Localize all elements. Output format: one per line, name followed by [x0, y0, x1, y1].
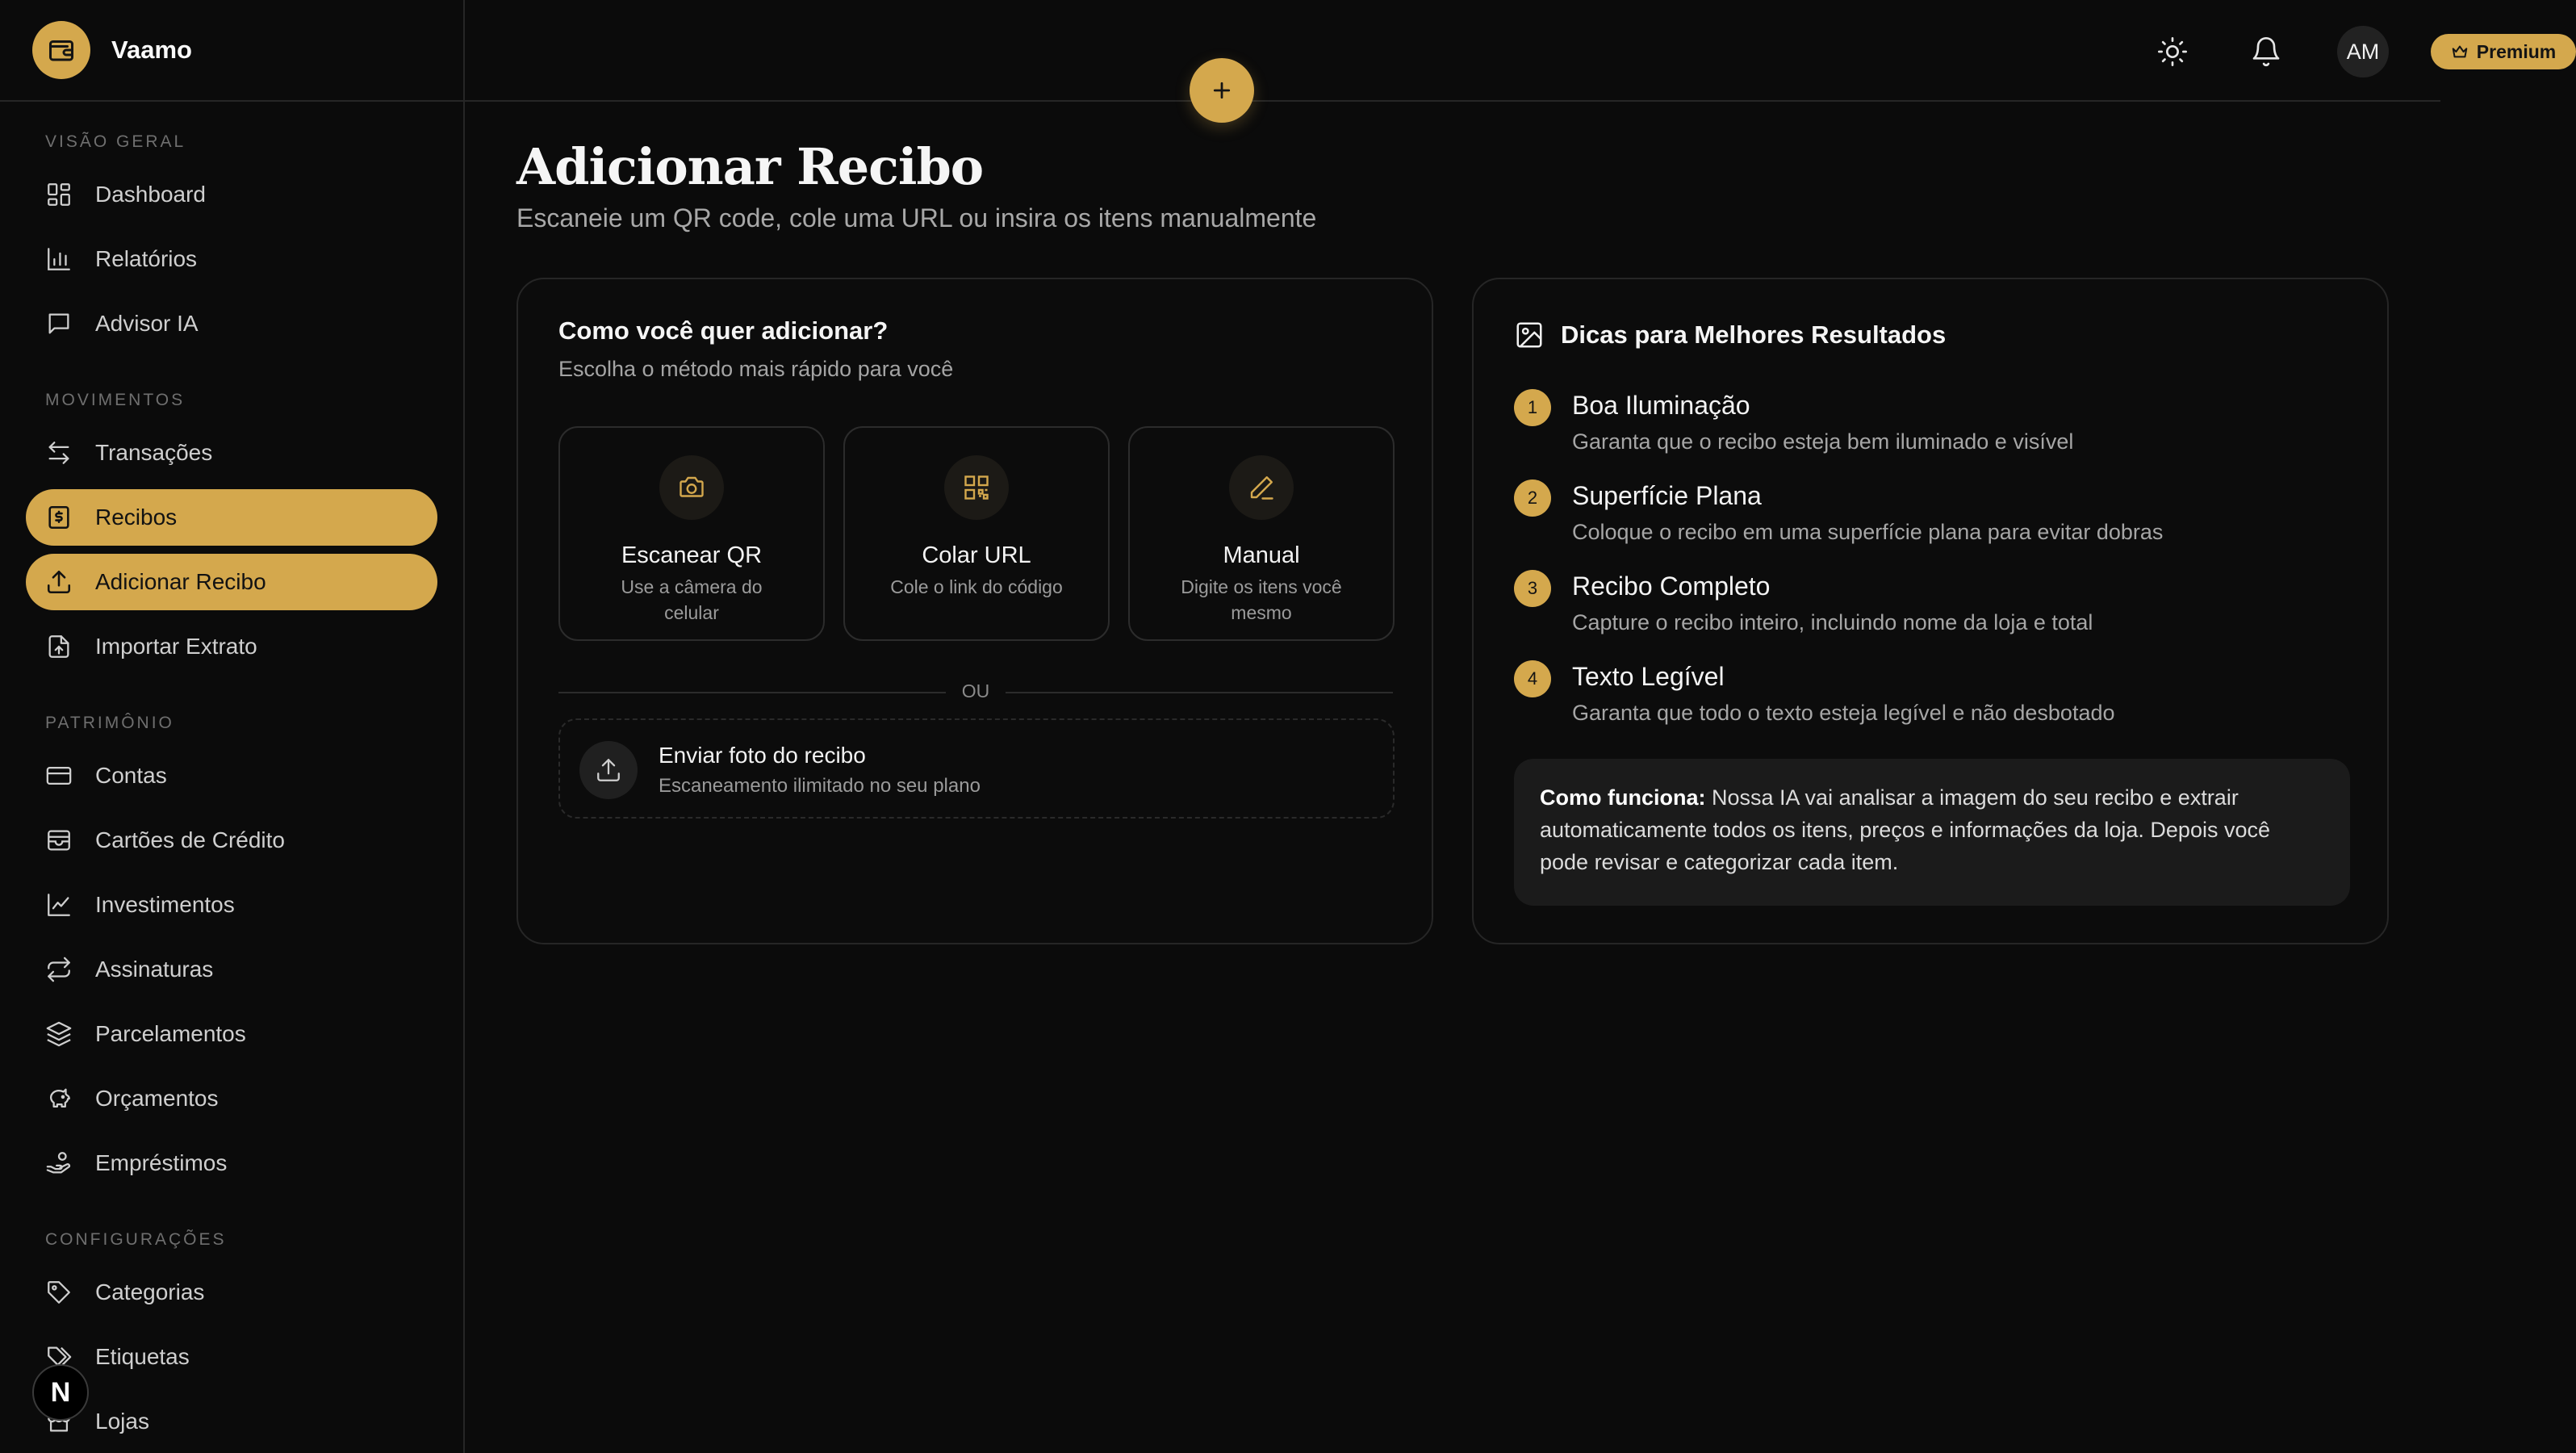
- image-icon: [1514, 320, 1545, 350]
- premium-label: Premium: [2476, 40, 2557, 62]
- method-scan-qr[interactable]: [558, 426, 825, 641]
- repeat-icon: [45, 956, 73, 983]
- method-label: Escanear QR: [621, 542, 763, 568]
- wallet-icon: [32, 21, 90, 79]
- sidebar-item-lojas[interactable]: [26, 1393, 437, 1450]
- receipt-icon: [45, 504, 73, 531]
- tip-desc: Coloque o recibo em uma superfície plana para evitar dobras: [1572, 520, 2164, 544]
- tips-card: [1472, 278, 2389, 944]
- camera-icon: [659, 455, 724, 520]
- premium-badge[interactable]: [2431, 34, 2576, 69]
- sidebar-item-label: Transações: [95, 440, 213, 465]
- method-label: Manual: [1223, 542, 1300, 568]
- add-method-card: [516, 278, 1433, 944]
- tip-number: 2: [1514, 479, 1551, 517]
- upload-icon: [45, 568, 73, 596]
- sidebar-item-label: Etiquetas: [95, 1344, 190, 1369]
- sidebar-item-categorias[interactable]: [26, 1264, 437, 1321]
- tip-desc: Capture o recibo inteiro, incluindo nome da loja e total: [1572, 610, 2093, 634]
- qr-code-icon: [944, 455, 1009, 520]
- tip-title: Texto Legível: [1572, 662, 1725, 691]
- sidebar-item-emprestimos[interactable]: [26, 1135, 437, 1191]
- sidebar-item-label: Advisor IA: [95, 311, 199, 336]
- how-text: Nossa IA vai analisar a imagem do seu recibo e extrair automaticamente todos os itens, preços e informações da loja. Depois você pode revisar e categorizar cada item.: [1540, 785, 2270, 874]
- method-manual[interactable]: [1128, 426, 1395, 641]
- arrows-left-right-icon: [45, 439, 73, 467]
- sidebar-item-label: Cartões de Crédito: [95, 827, 286, 852]
- sidebar-item-relatorios[interactable]: [26, 231, 437, 287]
- sidebar-item-label: Orçamentos: [95, 1086, 219, 1111]
- sidebar-item-adicionar-recibo[interactable]: [26, 554, 437, 610]
- tag-icon: [45, 1279, 73, 1306]
- credit-card-icon: [45, 762, 73, 789]
- tip-title: Recibo Completo: [1572, 572, 1771, 601]
- bell-icon[interactable]: [2250, 36, 2282, 68]
- card-subtitle: Escolha o método mais rápido para você: [558, 357, 954, 381]
- how-label: Como funciona:: [1540, 785, 1706, 810]
- tips-title: Dicas para Melhores Resultados: [1561, 320, 1947, 349]
- tip-desc: Garanta que o recibo esteja bem iluminado e visível: [1572, 429, 2074, 454]
- trend-line-icon: [45, 891, 73, 919]
- page-subtitle: Escaneie um QR code, cole uma URL ou insira os itens manualmente: [516, 203, 1317, 232]
- nav-section-label: PATRIMÔNIO: [45, 714, 174, 732]
- method-desc: Digite os itens você mesmo: [1181, 576, 1342, 623]
- sidebar: [0, 0, 465, 1453]
- sidebar-item-label: Empréstimos: [95, 1150, 228, 1175]
- upload-title: Enviar foto do recibo: [659, 743, 866, 768]
- sidebar-item-label: Parcelamentos: [95, 1021, 246, 1046]
- topbar: [465, 0, 2557, 102]
- dashboard-icon: [45, 181, 73, 208]
- nav-section-label: VISÃO GERAL: [45, 132, 186, 151]
- add-fab-button[interactable]: [1190, 58, 1254, 123]
- sidebar-item-cartoes[interactable]: [26, 812, 437, 869]
- piggy-bank-icon: [45, 1085, 73, 1112]
- nav-section-label: MOVIMENTOS: [45, 391, 186, 409]
- bar-chart-icon: [45, 245, 73, 273]
- hand-coins-icon: [45, 1149, 73, 1177]
- sidebar-item-label: Adicionar Recibo: [95, 569, 266, 594]
- divider-line: [1006, 692, 1393, 693]
- sidebar-item-label: Assinaturas: [95, 957, 214, 982]
- or-divider: [558, 680, 1393, 704]
- sidebar-item-etiquetas[interactable]: [26, 1329, 437, 1385]
- n-badge[interactable]: N: [32, 1364, 89, 1421]
- sidebar-item-label: Categorias: [95, 1279, 205, 1304]
- sidebar-item-importar-extrato[interactable]: [26, 618, 437, 675]
- card-title: Como você quer adicionar?: [558, 316, 889, 345]
- brand[interactable]: [0, 0, 463, 102]
- sidebar-item-label: Contas: [95, 763, 167, 788]
- message-icon: [45, 310, 73, 337]
- sidebar-item-label: Lojas: [95, 1409, 149, 1434]
- sidebar-item-label: Importar Extrato: [95, 634, 257, 659]
- method-label: Colar URL: [922, 542, 1031, 568]
- layers-icon: [45, 1020, 73, 1048]
- avatar[interactable]: AM: [2337, 26, 2389, 77]
- sidebar-item-recibos[interactable]: [26, 489, 437, 546]
- pencil-icon: [1229, 455, 1294, 520]
- method-paste-url[interactable]: [843, 426, 1110, 641]
- page-title: Adicionar Recibo: [516, 137, 984, 196]
- crown-icon: [2451, 43, 2469, 61]
- sidebar-item-label: Relatórios: [95, 246, 198, 271]
- sidebar-item-dashboard[interactable]: [26, 166, 437, 223]
- plus-icon: [1210, 78, 1234, 103]
- sidebar-item-advisor[interactable]: [26, 295, 437, 352]
- upload-photo-dropzone[interactable]: [558, 718, 1395, 819]
- sidebar-item-label: Dashboard: [95, 182, 206, 207]
- file-upload-icon: [45, 633, 73, 660]
- sidebar-item-assinaturas[interactable]: [26, 941, 437, 998]
- or-label: OU: [961, 680, 990, 701]
- tip-number: 3: [1514, 570, 1551, 607]
- sidebar-item-label: Recibos: [95, 505, 178, 530]
- app-name: Vaamo: [111, 36, 192, 64]
- method-desc: Cole o link do código: [890, 576, 1063, 597]
- how-it-works-box: [1514, 759, 2350, 906]
- sidebar-item-orcamentos[interactable]: [26, 1070, 437, 1127]
- method-desc: Use a câmera do celular: [621, 576, 763, 623]
- tips-header: [1514, 320, 1946, 350]
- tip-number: 4: [1514, 660, 1551, 697]
- upload-desc: Escaneamento ilimitado no seu plano: [659, 775, 981, 797]
- sidebar-item-investimentos[interactable]: [26, 877, 437, 933]
- sidebar-item-contas[interactable]: [26, 747, 437, 804]
- nav-section-label: CONFIGURAÇÕES: [45, 1230, 227, 1249]
- upload-icon: [579, 741, 638, 799]
- sidebar-item-parcelamentos[interactable]: [26, 1006, 437, 1062]
- tip-desc: Garanta que todo o texto esteja legível e não desbotado: [1572, 701, 2115, 725]
- tip-number: 1: [1514, 389, 1551, 426]
- sun-icon[interactable]: [2156, 36, 2189, 68]
- tip-title: Superfície Plana: [1572, 481, 1762, 510]
- sidebar-item-transacoes[interactable]: [26, 425, 437, 481]
- wallet-card-icon: [45, 827, 73, 854]
- tip-title: Boa Iluminação: [1572, 391, 1750, 420]
- sidebar-item-label: Investimentos: [95, 892, 235, 917]
